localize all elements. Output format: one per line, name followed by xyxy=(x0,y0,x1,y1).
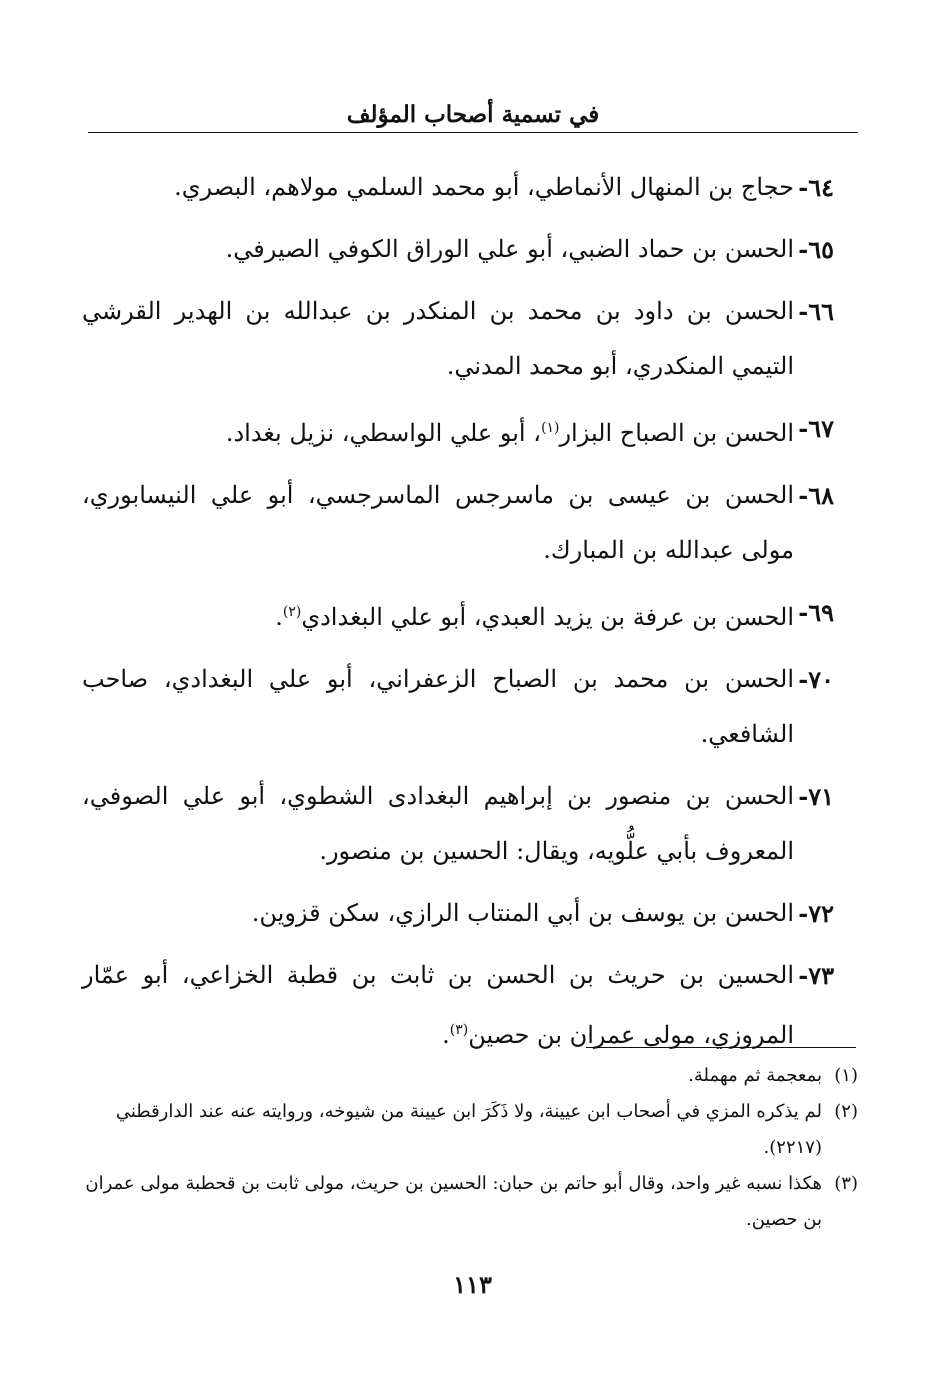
entry-number: ٦٥- xyxy=(798,235,834,264)
entry-number: ٦٦- xyxy=(798,297,834,326)
entry-text: الحسن بن حماد الضبي، أبو علي الوراق الكوفي الصيرفي. xyxy=(225,235,794,263)
entry-number: ٦٩- xyxy=(798,598,834,627)
footnote-text: هكذا نسبه غير واحد، وقال أبو حاتم بن حبان: الحسين بن حريث، مولى ثابت بن قحطبة مولى عمران بن حصين. xyxy=(85,1173,822,1230)
entry-67 xyxy=(82,401,834,461)
footnote-reference[interactable]: (٢) xyxy=(282,604,302,620)
entry-68 xyxy=(82,468,834,578)
entry-70 xyxy=(82,652,834,762)
entry-69 xyxy=(82,585,834,645)
footnote-separator xyxy=(586,1047,856,1048)
footnote-1 xyxy=(82,1058,858,1094)
entry-text: حجاج بن المنهال الأنماطي، أبو محمد السلمي مولاهم، البصري. xyxy=(174,173,794,201)
entry-text: الحسن بن عرفة بن يزيد العبدي، أبو علي البغدادي xyxy=(301,603,794,631)
entry-number: ٧٢- xyxy=(798,899,834,928)
entry-71 xyxy=(82,769,834,879)
entry-number: ٧٠- xyxy=(798,665,834,694)
footnote-3 xyxy=(82,1166,858,1238)
entry-text-continued: ، أبو علي الواسطي، نزيل بغداد. xyxy=(225,419,541,447)
entry-text: الحسن بن عيسى بن ماسرجس الماسرجسي، أبو علي النيسابوري، مولى عبدالله بن المبارك. xyxy=(82,481,794,564)
entry-text: الحسن بن يوسف بن أبي المنتاب الرازي، سكن قزوين. xyxy=(251,899,794,927)
entry-text: الحسن بن داود بن محمد بن المنكدر بن عبدالله بن الهدير القرشي التيمي المنكدري، أبو محمد المدني. xyxy=(82,297,794,380)
entry-text: الحسين بن حريث بن الحسن بن ثابت بن قطبة الخزاعي، أبو عمّار المروزي، مولى عمران بن حصين xyxy=(82,961,794,1049)
entry-72 xyxy=(82,886,834,941)
footnote-reference[interactable]: (١) xyxy=(540,420,560,436)
entry-number: ٦٨- xyxy=(798,481,834,510)
footnote-2 xyxy=(82,1094,858,1166)
footnote-reference[interactable]: (٣) xyxy=(449,1022,469,1038)
entry-number: ٧٣- xyxy=(798,961,834,990)
footnote-mark: (٣) xyxy=(834,1173,858,1194)
header-rule xyxy=(88,132,858,133)
footnote-mark: (١) xyxy=(834,1065,858,1086)
footnote-text: بمعجمة ثم مهملة. xyxy=(688,1065,822,1086)
footnotes xyxy=(82,1058,858,1238)
entry-text-continued: . xyxy=(442,1021,450,1049)
entry-text: الحسن بن منصور بن إبراهيم البغدادى الشطوي، أبو علي الصوفي، المعروف بأبي علُّويه، ويقال: الحسين بن منصور. xyxy=(82,782,794,865)
running-head: في تسمية أصحاب المؤلف xyxy=(346,101,600,128)
entry-65 xyxy=(82,222,834,277)
entry-text: الحسن بن الصباح البزار xyxy=(559,419,794,447)
footnote-text: لم يذكره المزي في أصحاب ابن عيينة، ولا ذَكَرَ ابن عيينة من شيوخه، وروايته عنه عند الدارقطني (٢٢١٧). xyxy=(115,1101,822,1158)
entry-73 xyxy=(82,948,834,1063)
entry-text-continued: . xyxy=(275,603,283,631)
page-number: ١١٣ xyxy=(453,1270,492,1299)
footnote-mark: (٢) xyxy=(834,1101,858,1122)
entry-66 xyxy=(82,284,834,394)
entries-list xyxy=(82,160,834,1070)
entry-64 xyxy=(82,160,834,215)
entry-number: ٧١- xyxy=(798,782,834,811)
entry-text: الحسن بن محمد بن الصباح الزعفراني، أبو علي البغدادي، صاحب الشافعي. xyxy=(82,665,794,748)
entry-number: ٦٤- xyxy=(798,173,834,202)
entry-number: ٦٧- xyxy=(798,414,834,443)
